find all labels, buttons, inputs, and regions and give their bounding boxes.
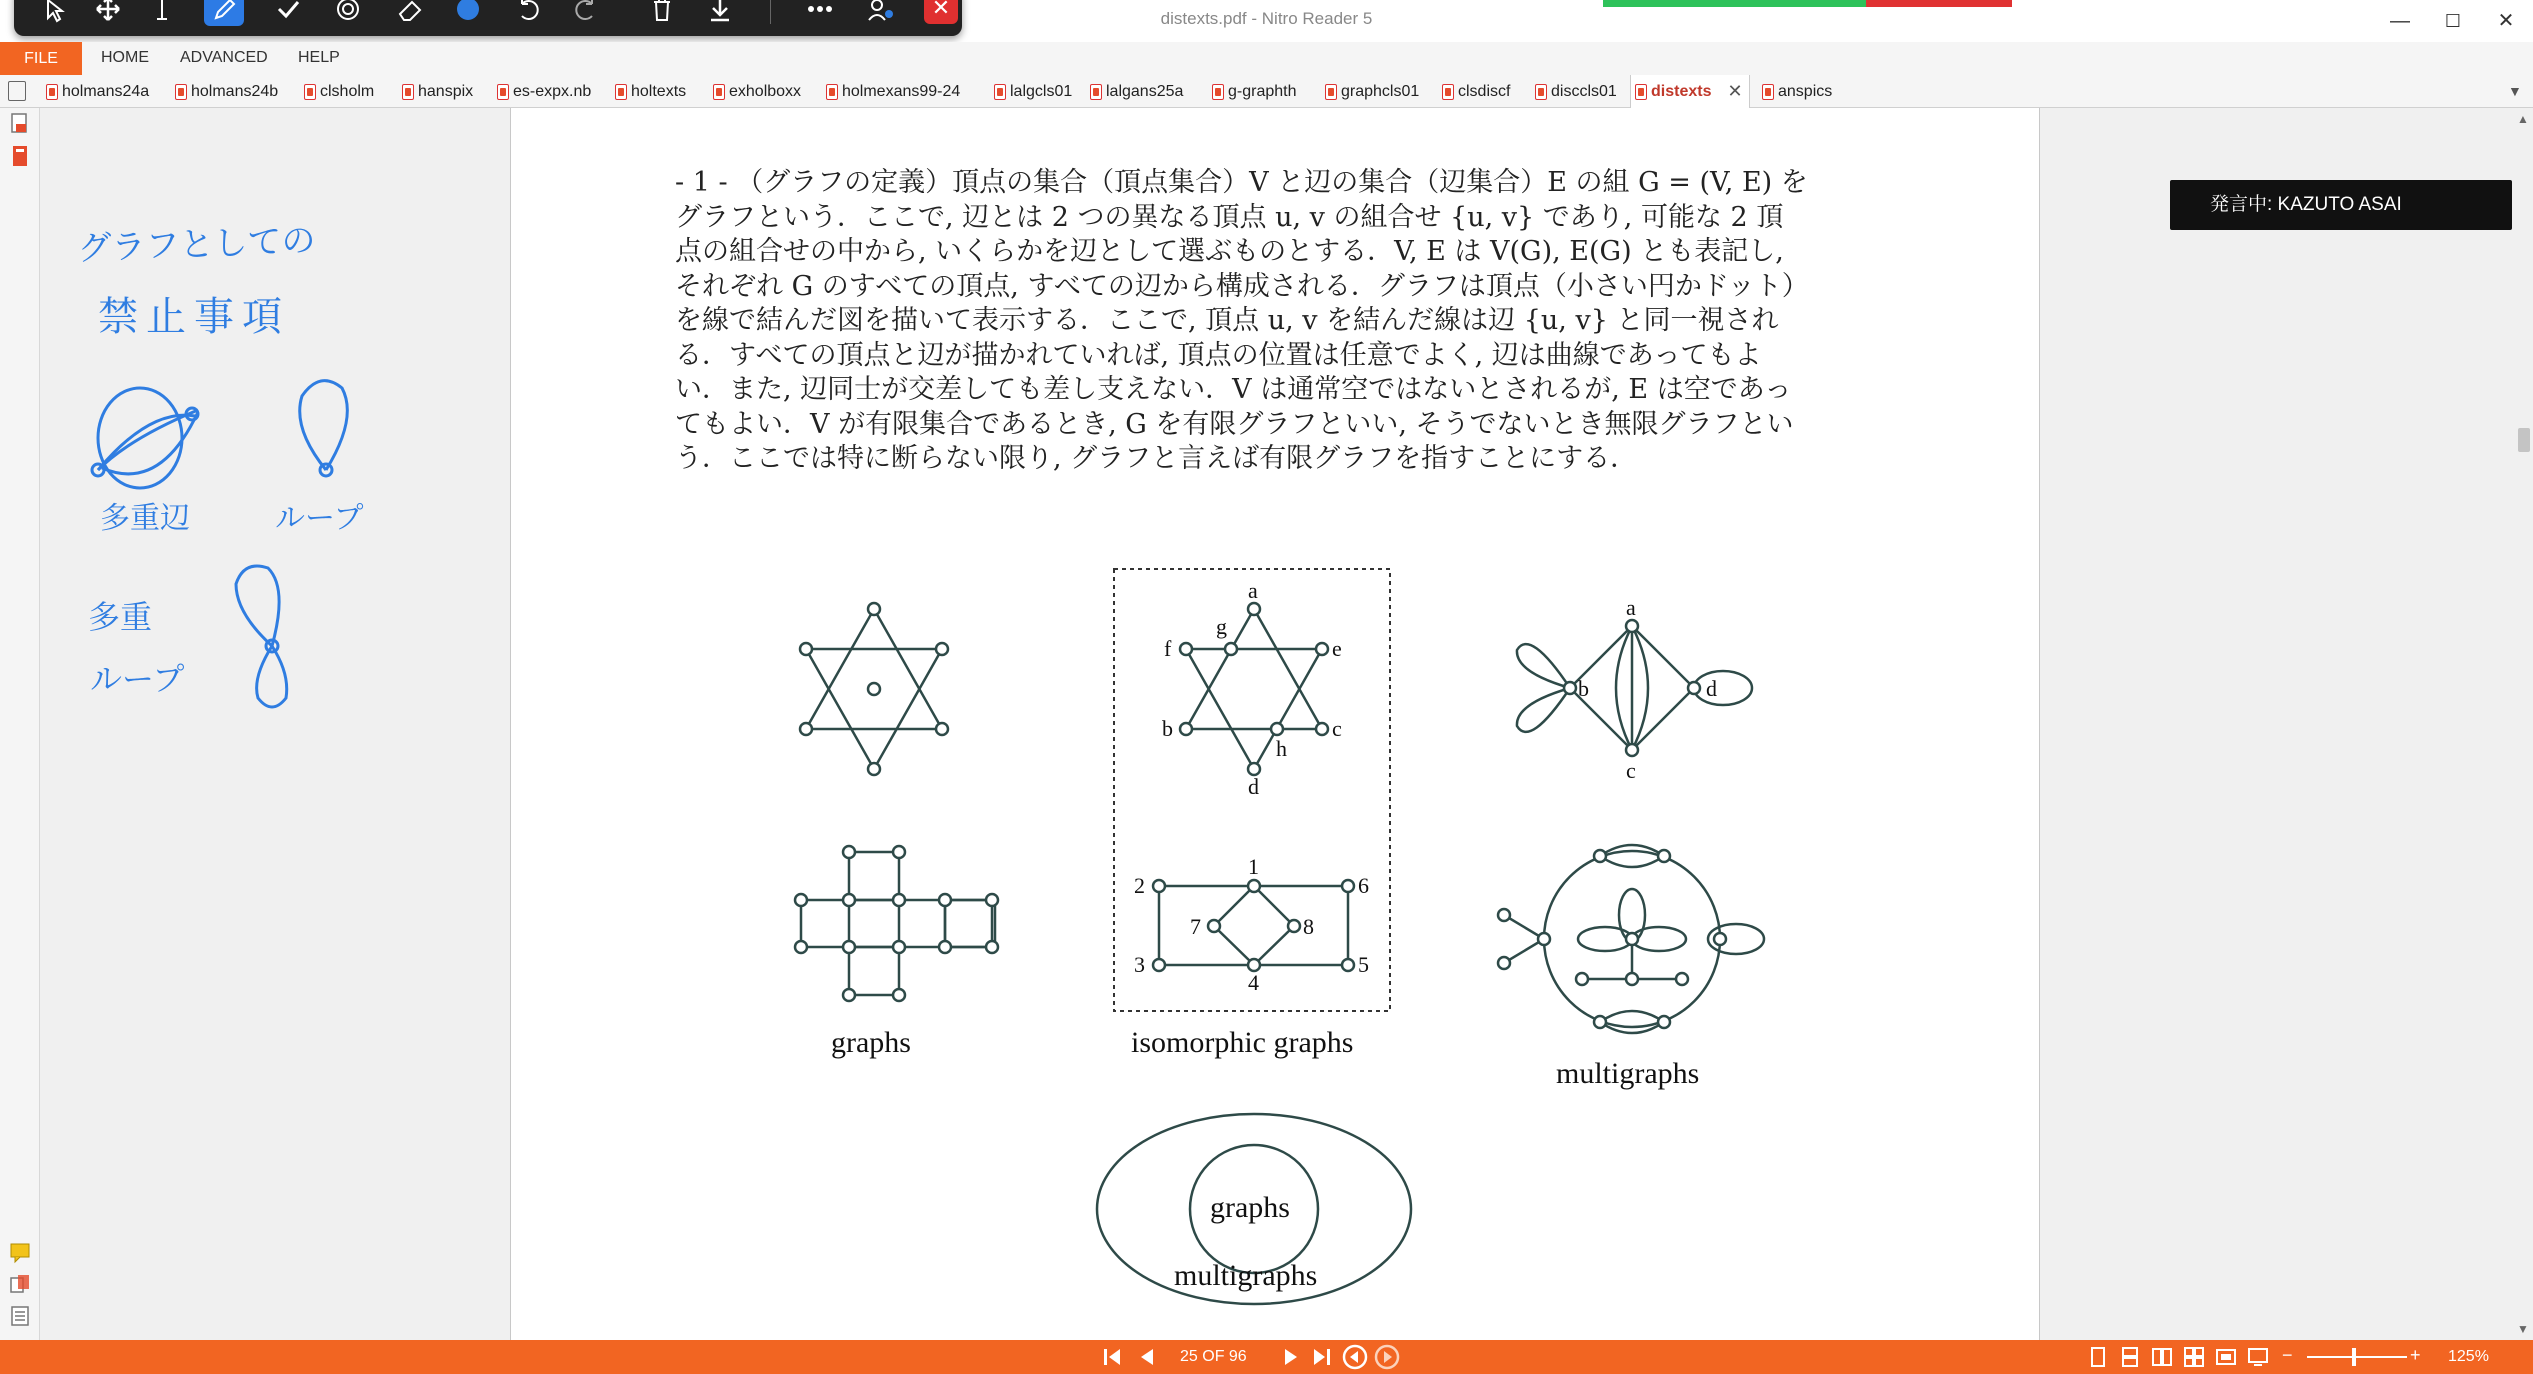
tab-list-chevron-icon[interactable]: ▼ bbox=[2508, 83, 2522, 99]
scroll-thumb[interactable] bbox=[2518, 428, 2530, 452]
graph-vertex bbox=[1714, 933, 1726, 945]
tab-graphcls01[interactable]: graphcls01 bbox=[1325, 75, 1419, 108]
graph-vertex bbox=[1153, 880, 1165, 892]
maximize-button[interactable]: ☐ bbox=[2444, 11, 2462, 31]
graph-vertex bbox=[1248, 880, 1260, 892]
graph-vertex bbox=[1594, 1016, 1606, 1028]
tab-g-graphth[interactable]: g-graphth bbox=[1212, 75, 1297, 108]
caption-graphs: graphs bbox=[831, 1026, 911, 1059]
speaking-notice: 発言中: KAZUTO ASAI bbox=[2170, 180, 2512, 230]
graph-vertex bbox=[893, 989, 905, 1001]
vertex-label-5: 5 bbox=[1358, 952, 1369, 977]
zoom-slider-thumb[interactable] bbox=[2352, 1348, 2356, 1366]
vertex-label-b: b bbox=[1578, 676, 1589, 701]
graph-vertex bbox=[868, 603, 880, 615]
graph-vertex bbox=[1153, 959, 1165, 971]
graph-vertex bbox=[986, 894, 998, 906]
graph-vertex bbox=[939, 941, 951, 953]
vertex-label-3: 3 bbox=[1134, 952, 1145, 977]
single-page-view-icon[interactable] bbox=[2087, 1346, 2109, 1368]
graph-vertex bbox=[939, 894, 951, 906]
graph-vertex bbox=[1316, 643, 1328, 655]
graph-vertex bbox=[936, 643, 948, 655]
graph-vertex bbox=[1208, 920, 1220, 932]
caption-isomorphic-graphs: isomorphic graphs bbox=[1131, 1026, 1354, 1059]
close-window-button[interactable]: ✕ bbox=[2497, 10, 2515, 32]
vertex-label-a: a bbox=[1248, 578, 1258, 603]
graph-vertex bbox=[800, 643, 812, 655]
menu-file[interactable]: FILE bbox=[0, 42, 82, 75]
scroll-down-icon[interactable]: ▼ bbox=[2517, 1322, 2529, 1336]
vertex-label-h: h bbox=[1276, 736, 1287, 761]
handwritten-text-2: 禁止事項 bbox=[98, 294, 290, 340]
graph-vertex bbox=[1288, 920, 1300, 932]
vertical-scrollbar[interactable] bbox=[2513, 108, 2533, 1340]
fullscreen-icon[interactable] bbox=[2247, 1346, 2269, 1368]
navigation-bar bbox=[0, 1340, 2533, 1374]
graph-vertex bbox=[1271, 723, 1283, 735]
graph-vertex bbox=[843, 846, 855, 858]
venn-label-multigraphs: multigraphs bbox=[1174, 1259, 1318, 1292]
graph-vertex bbox=[1626, 620, 1638, 632]
next-page-icon[interactable] bbox=[1278, 1344, 1304, 1370]
graph-vertex bbox=[1658, 1016, 1670, 1028]
tab-lalgcls01[interactable]: lalgcls01 bbox=[994, 75, 1072, 108]
vertex-label-d: d bbox=[1248, 774, 1259, 799]
graph-vertex bbox=[1180, 723, 1192, 735]
handwritten-label-multi-loop-1: 多重 bbox=[88, 598, 153, 636]
graph-vertex bbox=[843, 989, 855, 1001]
graph-vertex bbox=[1626, 973, 1638, 985]
minimize-button[interactable]: — bbox=[2390, 10, 2410, 32]
graph-vertex bbox=[1594, 850, 1606, 862]
vertex-label-f: f bbox=[1164, 636, 1172, 661]
graph-vertex bbox=[868, 683, 880, 695]
graph-vertex bbox=[1342, 880, 1354, 892]
handwritten-label-multi-edge: 多重辺 bbox=[100, 501, 190, 536]
graph-vertex bbox=[800, 723, 812, 735]
vertex-label-4: 4 bbox=[1248, 970, 1259, 995]
page-indicator[interactable]: 25 OF 96 bbox=[1180, 1348, 1247, 1365]
zoom-in-button[interactable]: + bbox=[2410, 1345, 2421, 1365]
handwritten-label-multi-loop-2: ループ bbox=[90, 660, 185, 698]
tab-distexts[interactable]: distexts ✕ bbox=[1630, 75, 1750, 108]
tab-holmans24b[interactable]: holmans24b bbox=[175, 75, 278, 108]
graph-vertex bbox=[1688, 682, 1700, 694]
venn-label-graphs: graphs bbox=[1210, 1191, 1290, 1224]
caption-multigraphs: multigraphs bbox=[1556, 1057, 1700, 1090]
vertex-label-e: e bbox=[1332, 636, 1342, 661]
vertex-label-b: b bbox=[1162, 716, 1173, 741]
graph-vertex bbox=[1248, 603, 1260, 615]
tab-holmexans99-24[interactable]: holmexans99-24 bbox=[826, 75, 960, 108]
menu-advanced[interactable]: ADVANCED bbox=[180, 49, 268, 66]
graph-vertex bbox=[893, 846, 905, 858]
graph-vertex bbox=[795, 941, 807, 953]
tab-es-expx[interactable]: es-expx.nb bbox=[497, 75, 591, 108]
zoom-slider[interactable] bbox=[2307, 1356, 2407, 1358]
tab-lalgans25a[interactable]: lalgans25a bbox=[1090, 75, 1183, 108]
first-page-icon[interactable] bbox=[1100, 1344, 1126, 1370]
tab-exholboxx[interactable]: exholboxx bbox=[713, 75, 801, 108]
vertex-label-7: 7 bbox=[1190, 914, 1201, 939]
vertex-label-8: 8 bbox=[1303, 914, 1314, 939]
paragraph-number: - 1 - bbox=[675, 167, 728, 198]
graph-vertex bbox=[1564, 682, 1576, 694]
graph-vertex bbox=[795, 894, 807, 906]
graph-vertex bbox=[1180, 643, 1192, 655]
vertex-label-2: 2 bbox=[1134, 873, 1145, 898]
canvas-margin-right bbox=[2040, 108, 2513, 1340]
vertex-label-c: c bbox=[1332, 716, 1342, 741]
multigraph-1 bbox=[1517, 595, 1752, 783]
zoom-level[interactable]: 125% bbox=[2448, 1348, 2489, 1365]
fit-width-icon[interactable] bbox=[2215, 1346, 2237, 1368]
tab-anspics[interactable]: anspics bbox=[1762, 75, 1832, 108]
facing-view-icon[interactable] bbox=[2151, 1346, 2173, 1368]
labeled-hexagram-graph bbox=[1162, 578, 1342, 799]
graph-vertex bbox=[1498, 957, 1510, 969]
menu-help[interactable]: HELP bbox=[298, 49, 340, 66]
graph-vertex bbox=[1538, 933, 1550, 945]
graph-vertex bbox=[1498, 909, 1510, 921]
vertex-label-a: a bbox=[1626, 595, 1636, 620]
previous-page-icon[interactable] bbox=[1134, 1344, 1160, 1370]
window-title: distexts.pdf - Nitro Reader 5 bbox=[1160, 9, 1373, 28]
tab-close-icon[interactable]: ✕ bbox=[1727, 81, 1743, 101]
graph-vertex bbox=[1626, 933, 1638, 945]
vertex-label-1: 1 bbox=[1248, 854, 1259, 879]
forward-view-icon[interactable] bbox=[1374, 1344, 1400, 1370]
zoom-out-button[interactable]: − bbox=[2282, 1345, 2293, 1365]
tab-clsdiscf[interactable]: clsdiscf bbox=[1442, 75, 1510, 108]
graph-vertex bbox=[936, 723, 948, 735]
handwritten-text-1: グラフとしての bbox=[76, 220, 317, 269]
graph-vertex bbox=[1342, 959, 1354, 971]
close-toolbar-button[interactable]: ✕ bbox=[924, 0, 958, 24]
menu-home[interactable]: HOME bbox=[101, 49, 149, 66]
graph-vertex bbox=[1676, 973, 1688, 985]
graph-vertex bbox=[893, 941, 905, 953]
graph-vertex bbox=[1316, 723, 1328, 735]
graph-vertex bbox=[1225, 643, 1237, 655]
multigraph-2 bbox=[1498, 845, 1764, 1033]
tab-disccls01[interactable]: disccls01 bbox=[1535, 75, 1617, 108]
vertex-label-6: 6 bbox=[1358, 873, 1369, 898]
vertex-label-c: c bbox=[1626, 758, 1636, 783]
back-view-icon[interactable] bbox=[1342, 1344, 1368, 1370]
graph-vertex bbox=[893, 894, 905, 906]
graph-vertex bbox=[1626, 744, 1638, 756]
graph-vertex bbox=[843, 894, 855, 906]
facing-continuous-view-icon[interactable] bbox=[2183, 1346, 2205, 1368]
hexagram-graph bbox=[800, 603, 948, 775]
graph-vertex bbox=[1576, 973, 1588, 985]
continuous-view-icon[interactable] bbox=[2119, 1346, 2141, 1368]
graph-vertex bbox=[843, 941, 855, 953]
tab-holmans24a[interactable]: holmans24a bbox=[46, 75, 149, 108]
tab-holtexts[interactable]: holtexts bbox=[615, 75, 686, 108]
tab-clsholm[interactable]: clsholm bbox=[304, 75, 374, 108]
tab-hanspix[interactable]: hanspix bbox=[402, 75, 473, 108]
graph-vertex bbox=[868, 763, 880, 775]
last-page-icon[interactable] bbox=[1308, 1344, 1334, 1370]
vertex-label-d: d bbox=[1706, 676, 1717, 701]
cross-grid-graph bbox=[795, 846, 998, 1001]
graph-vertex bbox=[1658, 850, 1670, 862]
handwritten-label-loop: ループ bbox=[275, 501, 364, 536]
graph-vertex bbox=[986, 941, 998, 953]
scroll-up-icon[interactable]: ▲ bbox=[2517, 112, 2529, 126]
vertex-label-g: g bbox=[1216, 614, 1227, 639]
paragraph-text: （グラフの定義）頂点の集合（頂点集合）V と辺の集合（辺集合）E の組 G = (V, E) をグラフという．ここで, 辺とは 2 つの異なる頂点 u, v の組合せ {u, v} であり, 可能な 2 頂点の組合せの中から, いくらかを辺として選ぶものとする．V, E は V(G), E(G) とも表記し, それぞれ G のすべての頂点, すべての辺から構成される．グラフは頂点（小さい円かドット）を線で結んだ図を描いて表示する．ここで, 頂点 u, v を結んだ線は辺 {u, v} と同一視される．すべての頂点と辺が描かれていれば, 頂点の位置は任意でよく, 辺は曲線であってもよい．また, 辺同士が交差しても差し支えない．V は通常空ではないとされるが, E は空であってもよい．V が有限集合であるとき, G を有限グラフといい, そうでないとき無限グラフという．ここでは特に断らない限り, グラフと言えば有限グラフを指すことにする． bbox=[675, 167, 1809, 474]
rectangle-diamond-graph bbox=[1134, 854, 1369, 995]
